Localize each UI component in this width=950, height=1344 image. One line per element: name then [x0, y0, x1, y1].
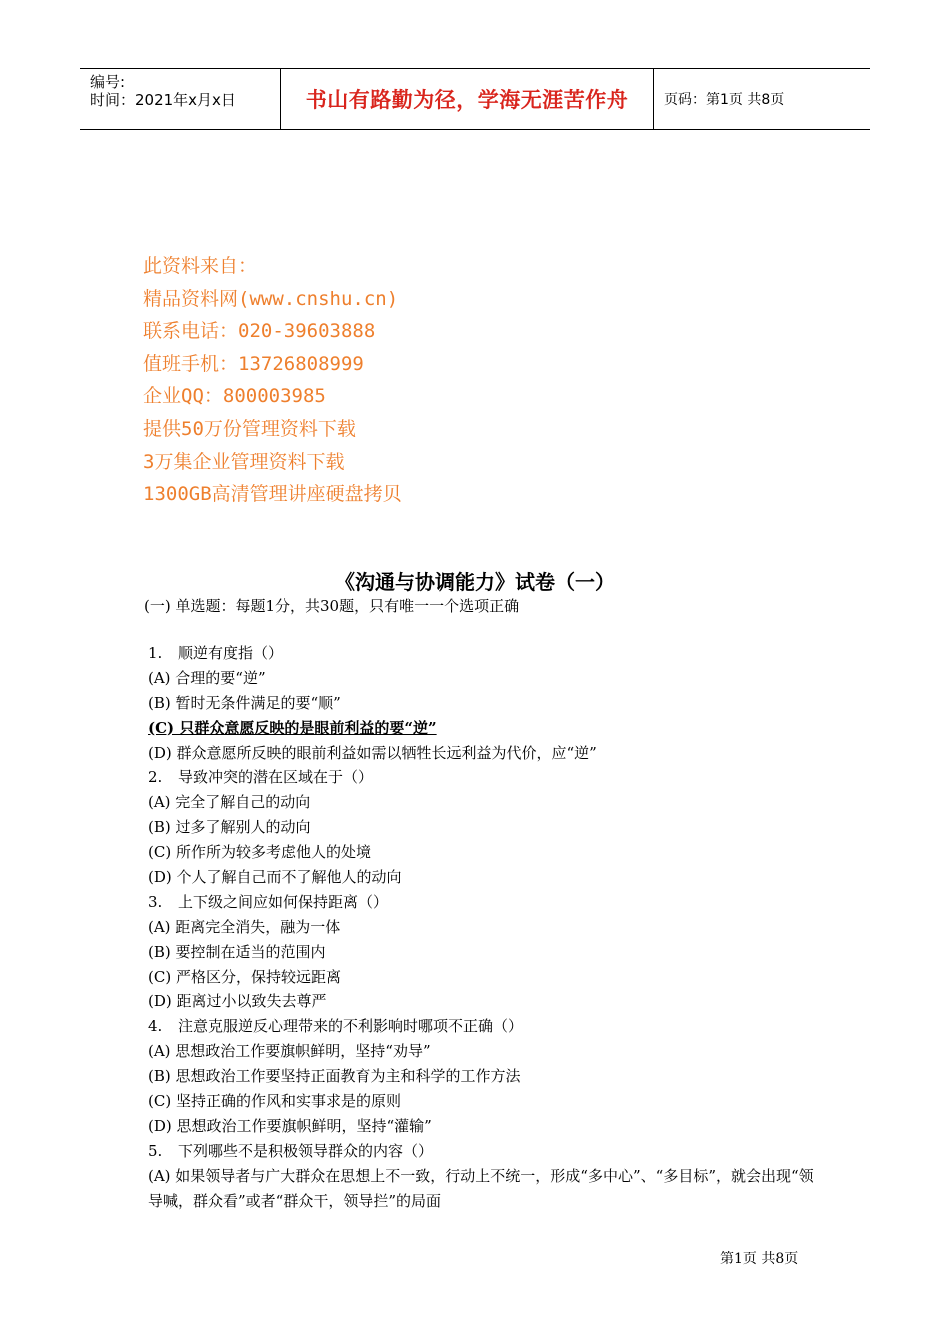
question-stem	[144, 641, 824, 666]
option-correct	[144, 716, 824, 741]
question-number: 4.	[148, 1017, 163, 1036]
motto: 书山有路勤为径，学海无涯苦作舟	[305, 88, 629, 112]
option: (D) 思想政治工作要旗帜鲜明，坚持“灌输”	[148, 1116, 432, 1135]
ad-line: 联系电话：020-39603888	[143, 320, 376, 343]
question-list	[144, 641, 824, 1214]
ad-line: 1300GB高清管理讲座硬盘拷贝	[143, 483, 402, 506]
question-number: 3.	[148, 892, 163, 911]
question-text: 下列哪些不是积极领导群众的内容（）	[178, 1141, 434, 1160]
exam-instruction: (一) 单选题：每题1分，共30题，只有唯一一个选项正确	[144, 597, 520, 615]
question-stem	[144, 890, 824, 915]
option: (C) 所作所为较多考虑他人的处境	[148, 843, 371, 862]
ad-line: 值班手机：13726808999	[143, 352, 364, 375]
header-page-label: 页码：第1页 共8页	[664, 92, 785, 108]
option: (B) 过多了解别人的动向	[148, 818, 311, 837]
option-correct-text: (C) 只群众意愿反映的是眼前利益的要“逆”	[148, 718, 437, 737]
question-text: 顺逆有度指（）	[178, 644, 284, 662]
option: (D) 群众意愿所反映的眼前利益如需以牺牲长远利益为代价，应“逆”	[148, 743, 597, 762]
ad-line: 此资料来自：	[143, 255, 258, 277]
ad-line: 3万集企业管理资料下载	[143, 450, 345, 473]
question-number: 2.	[148, 768, 163, 787]
option: (C) 坚持正确的作风和实事求是的原则	[148, 1092, 401, 1111]
question-text: 导致冲突的潜在区域在于（）	[178, 768, 374, 787]
question-stem	[144, 1014, 824, 1039]
option: (A) 思想政治工作要旗帜鲜明，坚持“劝导”	[148, 1042, 431, 1061]
option: (B) 暂时无条件满足的要“顺”	[148, 693, 341, 712]
option: (A) 完全了解自己的动向	[148, 793, 311, 812]
header-motto-cell	[281, 69, 654, 129]
header-page-cell	[654, 69, 870, 129]
question-stem	[144, 765, 824, 790]
serial-label: 编号:	[90, 73, 126, 91]
question-text: 注意克服逆反心理带来的不利影响时哪项不正确（）	[178, 1017, 524, 1036]
question-stem	[144, 1139, 824, 1164]
option: (A) 如果领导者与广大群众在思想上不一致，行动上不统一，形成“多中心”、“多目标”，就会出现“领导喊，群众看”或者“群众干，领导拦”的局面	[148, 1166, 814, 1210]
time-label: 时间：2021年x月x日	[90, 91, 236, 109]
header-table	[80, 68, 870, 130]
header-info-cell	[80, 69, 281, 129]
option: (D) 距离过小以致失去尊严	[148, 992, 327, 1011]
option: (A) 距离完全消失，融为一体	[148, 917, 341, 936]
footer-page-label: 第1页 共8页	[720, 1251, 799, 1267]
option: (C) 严格区分，保持较远距离	[148, 967, 341, 986]
question-number: 1.	[148, 644, 163, 662]
option: (D) 个人了解自己而不了解他人的动向	[148, 868, 402, 887]
ad-line: 精品资料网(www.cnshu.cn)	[143, 287, 399, 310]
exam-title: 《沟通与协调能力》试卷（一）	[335, 570, 615, 594]
ad-line: 企业QQ：800003985	[143, 385, 326, 408]
option: (B) 思想政治工作要坚持正面教育为主和科学的工作方法	[148, 1067, 521, 1086]
option: (B) 要控制在适当的范围内	[148, 942, 326, 961]
option: (A) 合理的要“逆”	[148, 668, 266, 687]
question-text: 上下级之间应如何保持距离（）	[178, 892, 389, 911]
ad-line: 提供50万份管理资料下载	[143, 417, 356, 440]
ad-block	[143, 250, 402, 511]
question-number: 5.	[148, 1141, 163, 1160]
